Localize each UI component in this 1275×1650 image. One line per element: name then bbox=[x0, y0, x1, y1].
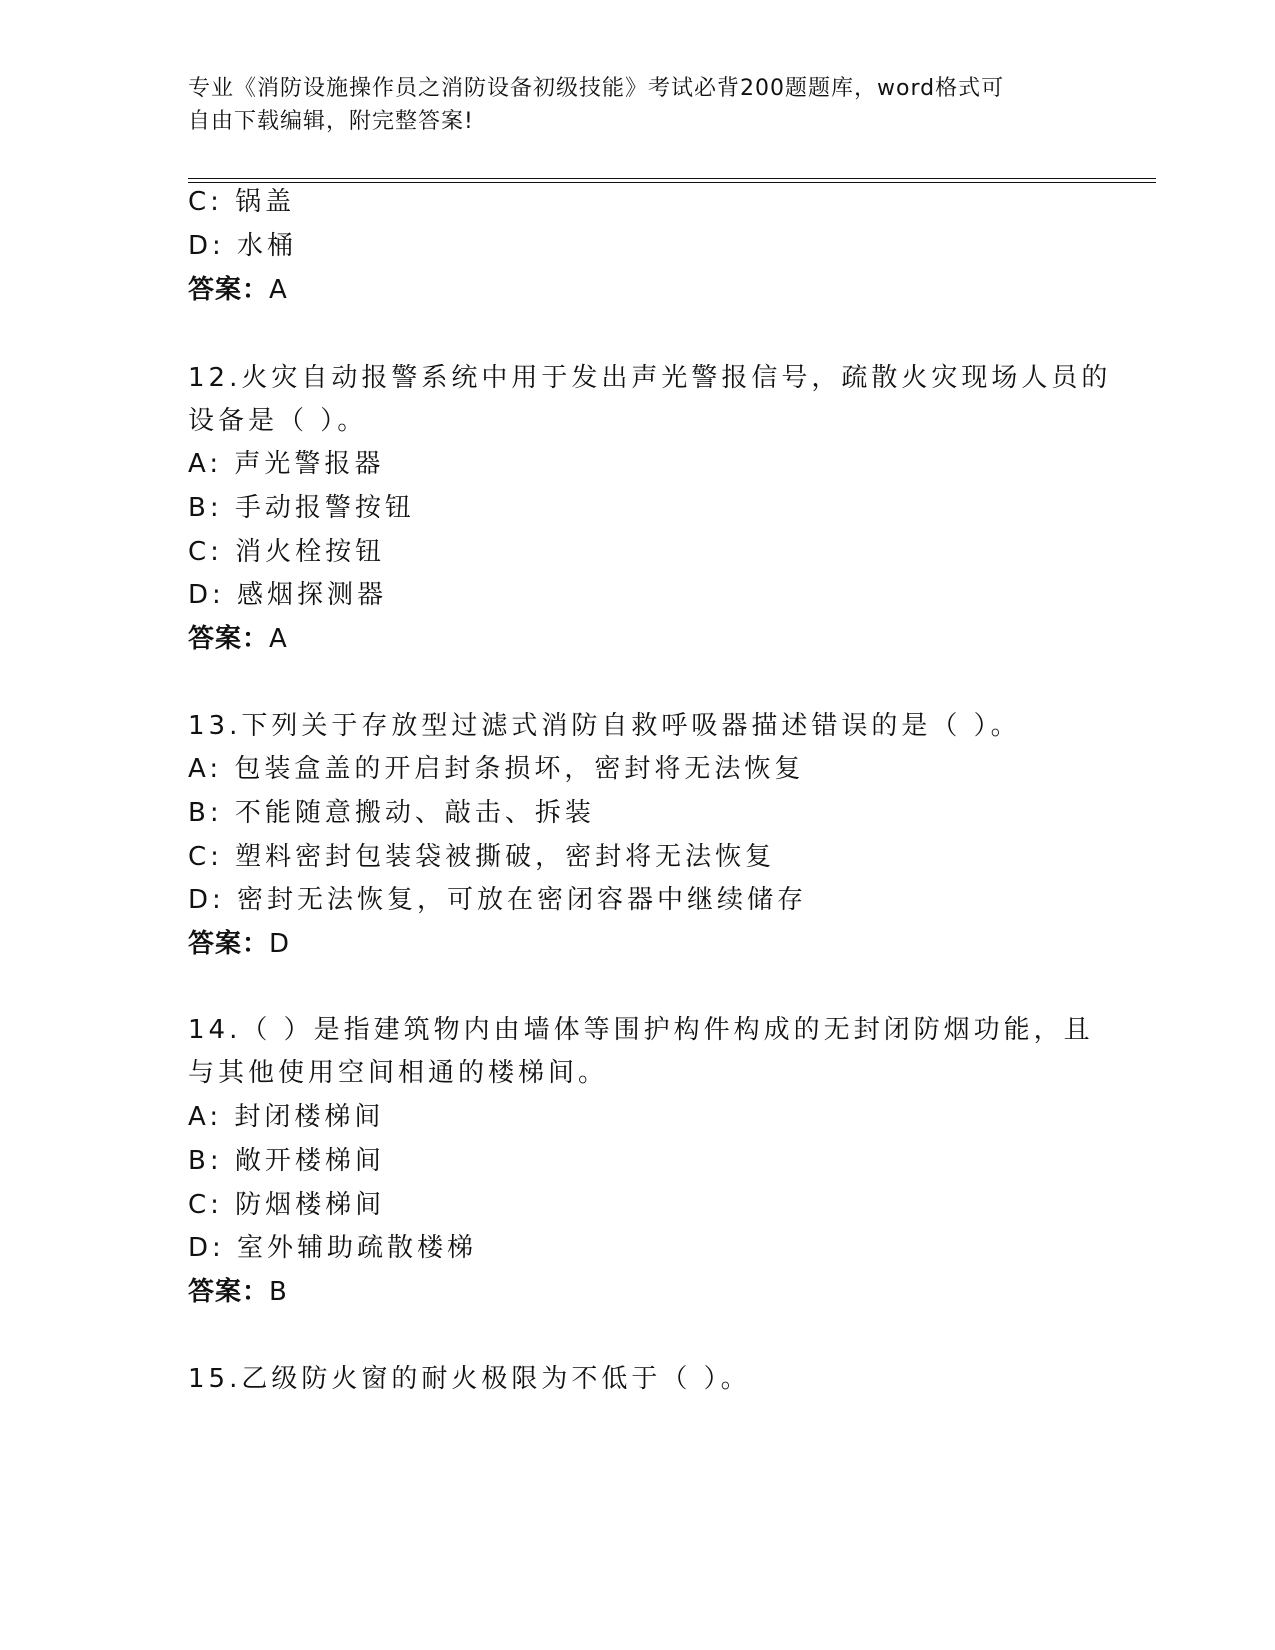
q12-stem-line-2: 设备是（ ）。 bbox=[188, 406, 368, 436]
q14-option-c: C: 防烟楼梯间 bbox=[188, 1190, 386, 1220]
q13-answer-label: 答案： bbox=[188, 929, 270, 959]
q12-option-d: D: 感烟探测器 bbox=[188, 580, 388, 610]
q13-option-d: D: 密封无法恢复，可放在密闭容器中继续储存 bbox=[188, 885, 808, 915]
q14-option-d: D: 室外辅助疏散楼梯 bbox=[188, 1233, 478, 1263]
header-line-1: 专业《消防设施操作员之消防设备初级技能》考试必背200题题库，word格式可 bbox=[188, 76, 1005, 101]
q13-stem-line-1: 13.下列关于存放型过滤式消防自救呼吸器描述错误的是（ ）。 bbox=[188, 711, 1021, 741]
q11-answer-label: 答案： bbox=[188, 275, 270, 305]
q12-answer bbox=[188, 623, 288, 655]
q14-option-b: B: 敞开楼梯间 bbox=[188, 1146, 385, 1176]
q14-stem-line-2: 与其他使用空间相通的楼梯间。 bbox=[188, 1058, 609, 1088]
q12-answer-label: 答案： bbox=[188, 624, 270, 654]
q12-answer-value: A bbox=[269, 624, 288, 654]
q14-answer bbox=[188, 1276, 288, 1308]
q11-answer-value: A bbox=[269, 275, 288, 305]
q14-answer-value: B bbox=[269, 1277, 288, 1307]
q14-answer-label: 答案： bbox=[188, 1277, 270, 1307]
q14-stem-line-1: 14.（ ）是指建筑物内由墙体等围护构件构成的无封闭防烟功能，且 bbox=[188, 1015, 1094, 1045]
q13-option-b: B: 不能随意搬动、敲击、拆装 bbox=[188, 798, 595, 828]
q11-option-d: D: 水桶 bbox=[188, 231, 298, 261]
q13-answer bbox=[188, 928, 290, 960]
header-line-2: 自由下载编辑，附完整答案! bbox=[188, 109, 474, 134]
q11-option-c: C: 锅盖 bbox=[188, 187, 296, 217]
q13-option-c: C: 塑料密封包装袋被撕破，密封将无法恢复 bbox=[188, 842, 776, 872]
q12-stem-line-1: 12.火灾自动报警系统中用于发出声光警报信号，疏散火灾现场人员的 bbox=[188, 363, 1112, 393]
q12-option-a: A: 声光警报器 bbox=[188, 449, 385, 479]
q13-answer-value: D bbox=[269, 929, 291, 959]
q11-answer bbox=[188, 274, 288, 306]
q12-option-b: B: 手动报警按钮 bbox=[188, 493, 415, 523]
q15-stem-line-1: 15.乙级防火窗的耐火极限为不低于（ ）。 bbox=[188, 1364, 751, 1394]
q14-option-a: A: 封闭楼梯间 bbox=[188, 1102, 385, 1132]
q12-option-c: C: 消火栓按钮 bbox=[188, 537, 386, 567]
q13-option-a: A: 包装盒盖的开启封条损坏，密封将无法恢复 bbox=[188, 754, 805, 784]
document-header bbox=[188, 72, 1068, 138]
header-divider bbox=[188, 178, 1156, 183]
